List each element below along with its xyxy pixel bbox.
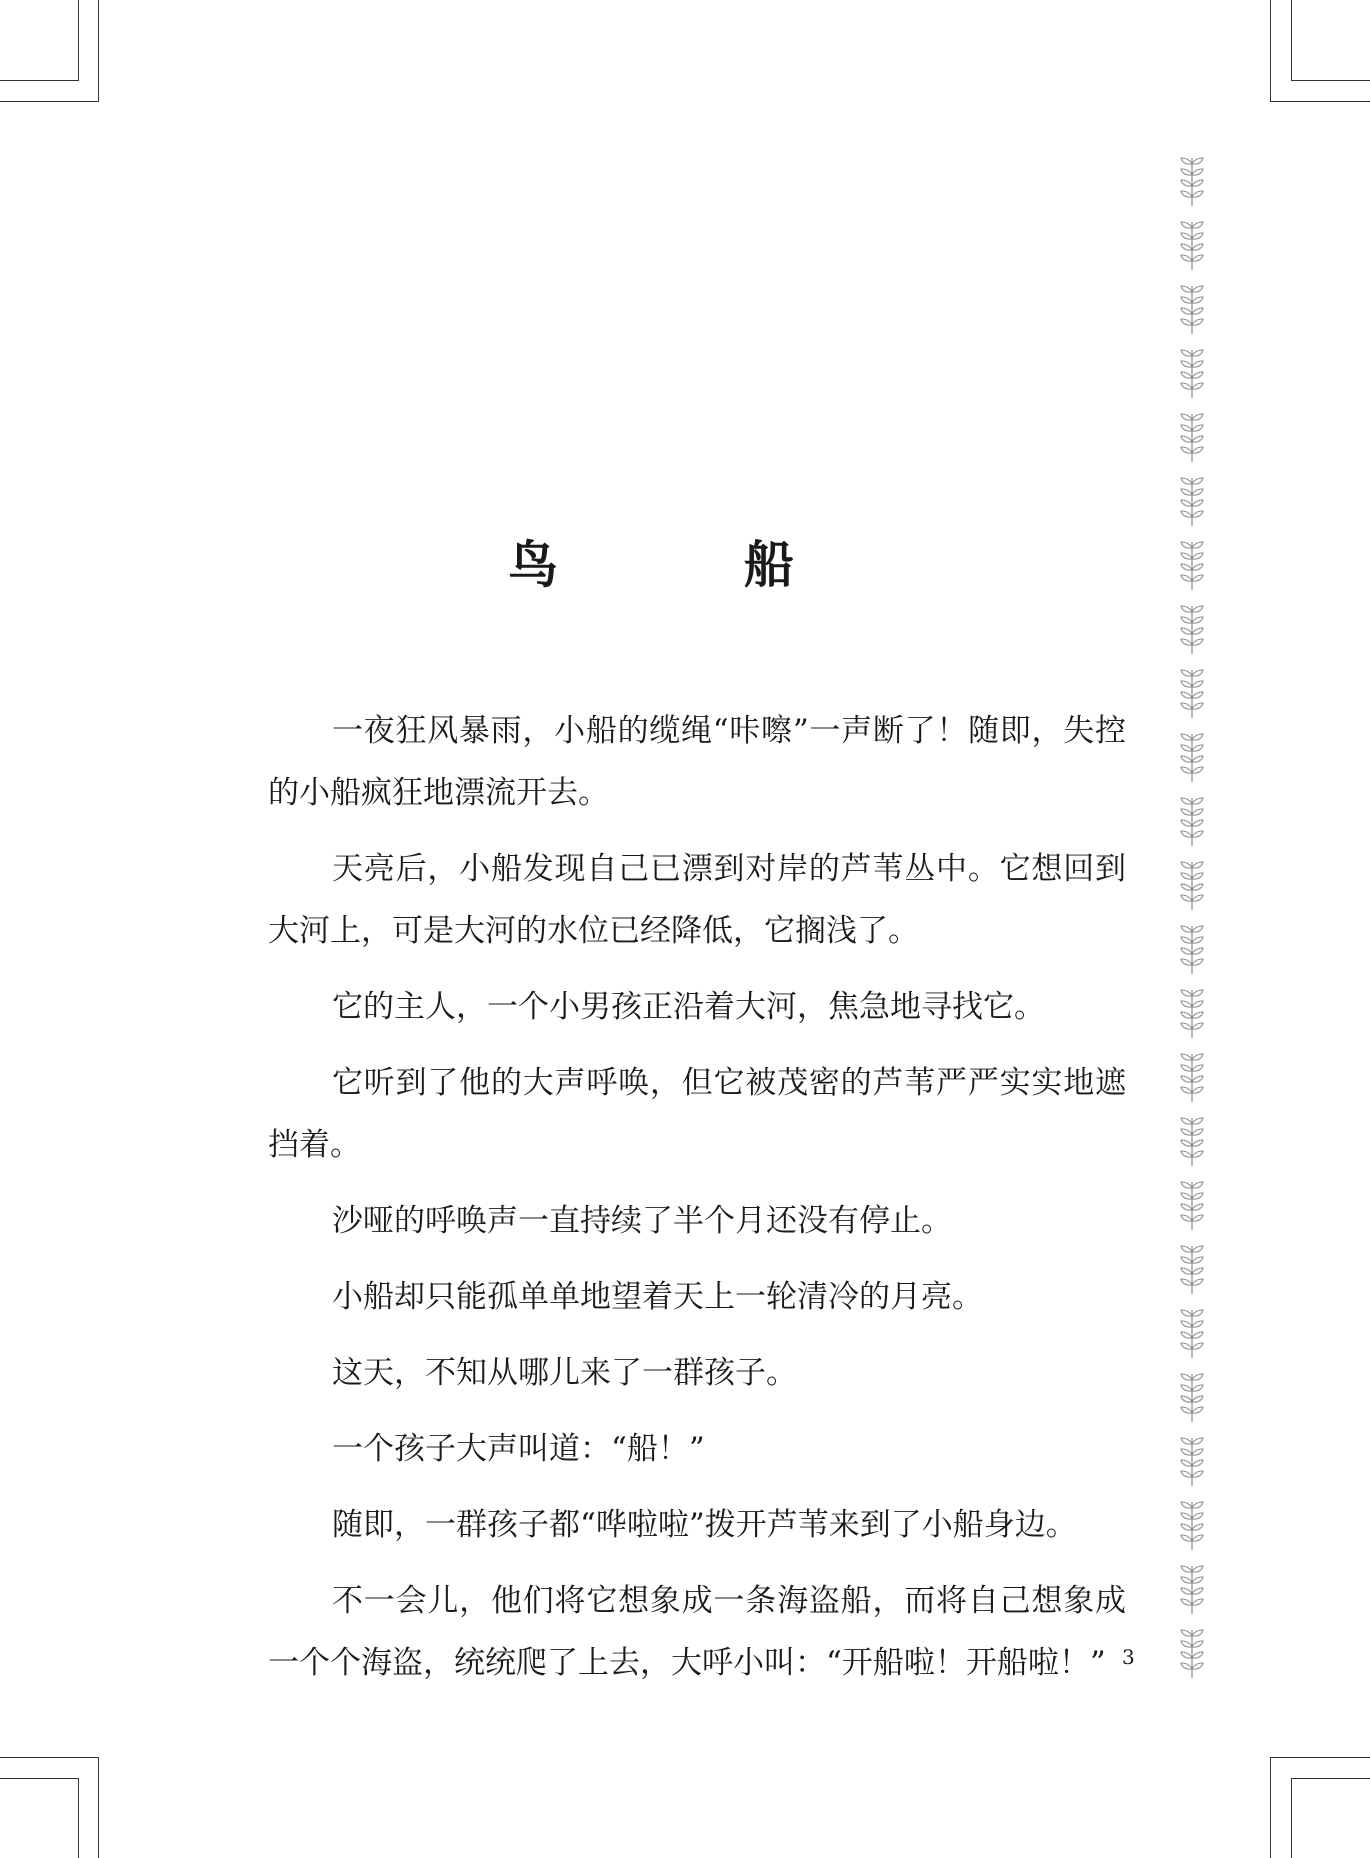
- vine-sprig: [1181, 1118, 1203, 1166]
- vine-sprig: [1181, 1566, 1203, 1614]
- vine-sprig: [1181, 1054, 1203, 1102]
- vine-sprig: [1181, 798, 1203, 846]
- leaf-vine-decoration: [1170, 150, 1214, 1740]
- vine-sprig: [1181, 158, 1203, 206]
- paragraph: 天亮后，小船发现自己已漂到对岸的芦苇丛中。它想回到大河上，可是大河的水位已经降低，它搁浅了。: [268, 851, 1126, 949]
- page-number: 3: [1122, 1645, 1135, 1669]
- vine-sprig: [1181, 1438, 1203, 1486]
- vine-sprig: [1181, 606, 1203, 654]
- vine-sprig: [1181, 862, 1203, 910]
- vine-sprig: [1181, 286, 1203, 334]
- vine-sprig: [1181, 1374, 1203, 1422]
- paragraph: 一个孩子大声叫道：“船！”: [332, 1431, 705, 1467]
- vine-sprig: [1181, 478, 1203, 526]
- paragraph: 小船却只能孤单单地望着天上一轮清冷的月亮。: [332, 1279, 983, 1315]
- vine-sprig: [1181, 1502, 1203, 1550]
- vine-sprig: [1181, 990, 1203, 1038]
- vine-sprig: [1181, 670, 1203, 718]
- paragraph: 它的主人，一个小男孩正沿着大河，焦急地寻找它。: [332, 989, 1045, 1025]
- paragraph: 这天，不知从哪儿来了一群孩子。: [332, 1355, 797, 1391]
- page-title: 鸟 船: [508, 535, 862, 594]
- vine-sprig: [1181, 414, 1203, 462]
- paragraph: 一夜狂风暴雨，小船的缆绳“咔嚓”一声断了！随即，失控的小船疯狂地漂流开去。: [268, 713, 1126, 811]
- vine-sprig: [1181, 734, 1203, 782]
- vine-sprig: [1181, 1182, 1203, 1230]
- paragraph: 随即，一群孩子都“哗啦啦”拨开芦苇来到了小船身边。: [332, 1507, 1077, 1543]
- vine-sprig: [1181, 926, 1203, 974]
- vine-sprig: [1181, 222, 1203, 270]
- vine-sprig: [1181, 1310, 1203, 1358]
- paragraph: 不一会儿，他们将它想象成一条海盗船，而将自己想象成一个个海盗，统统爬了上去，大呼小叫：“开船啦！开船啦！”: [268, 1583, 1126, 1681]
- vine-sprig: [1181, 1246, 1203, 1294]
- story-body: [268, 700, 1126, 1708]
- paragraph: 它听到了他的大声呼唤，但它被茂密的芦苇严严实实地遮挡着。: [268, 1065, 1126, 1163]
- vine-sprig: [1181, 1630, 1203, 1678]
- vine-sprig: [1181, 350, 1203, 398]
- paragraph: 沙哑的呼唤声一直持续了半个月还没有停止。: [332, 1203, 952, 1239]
